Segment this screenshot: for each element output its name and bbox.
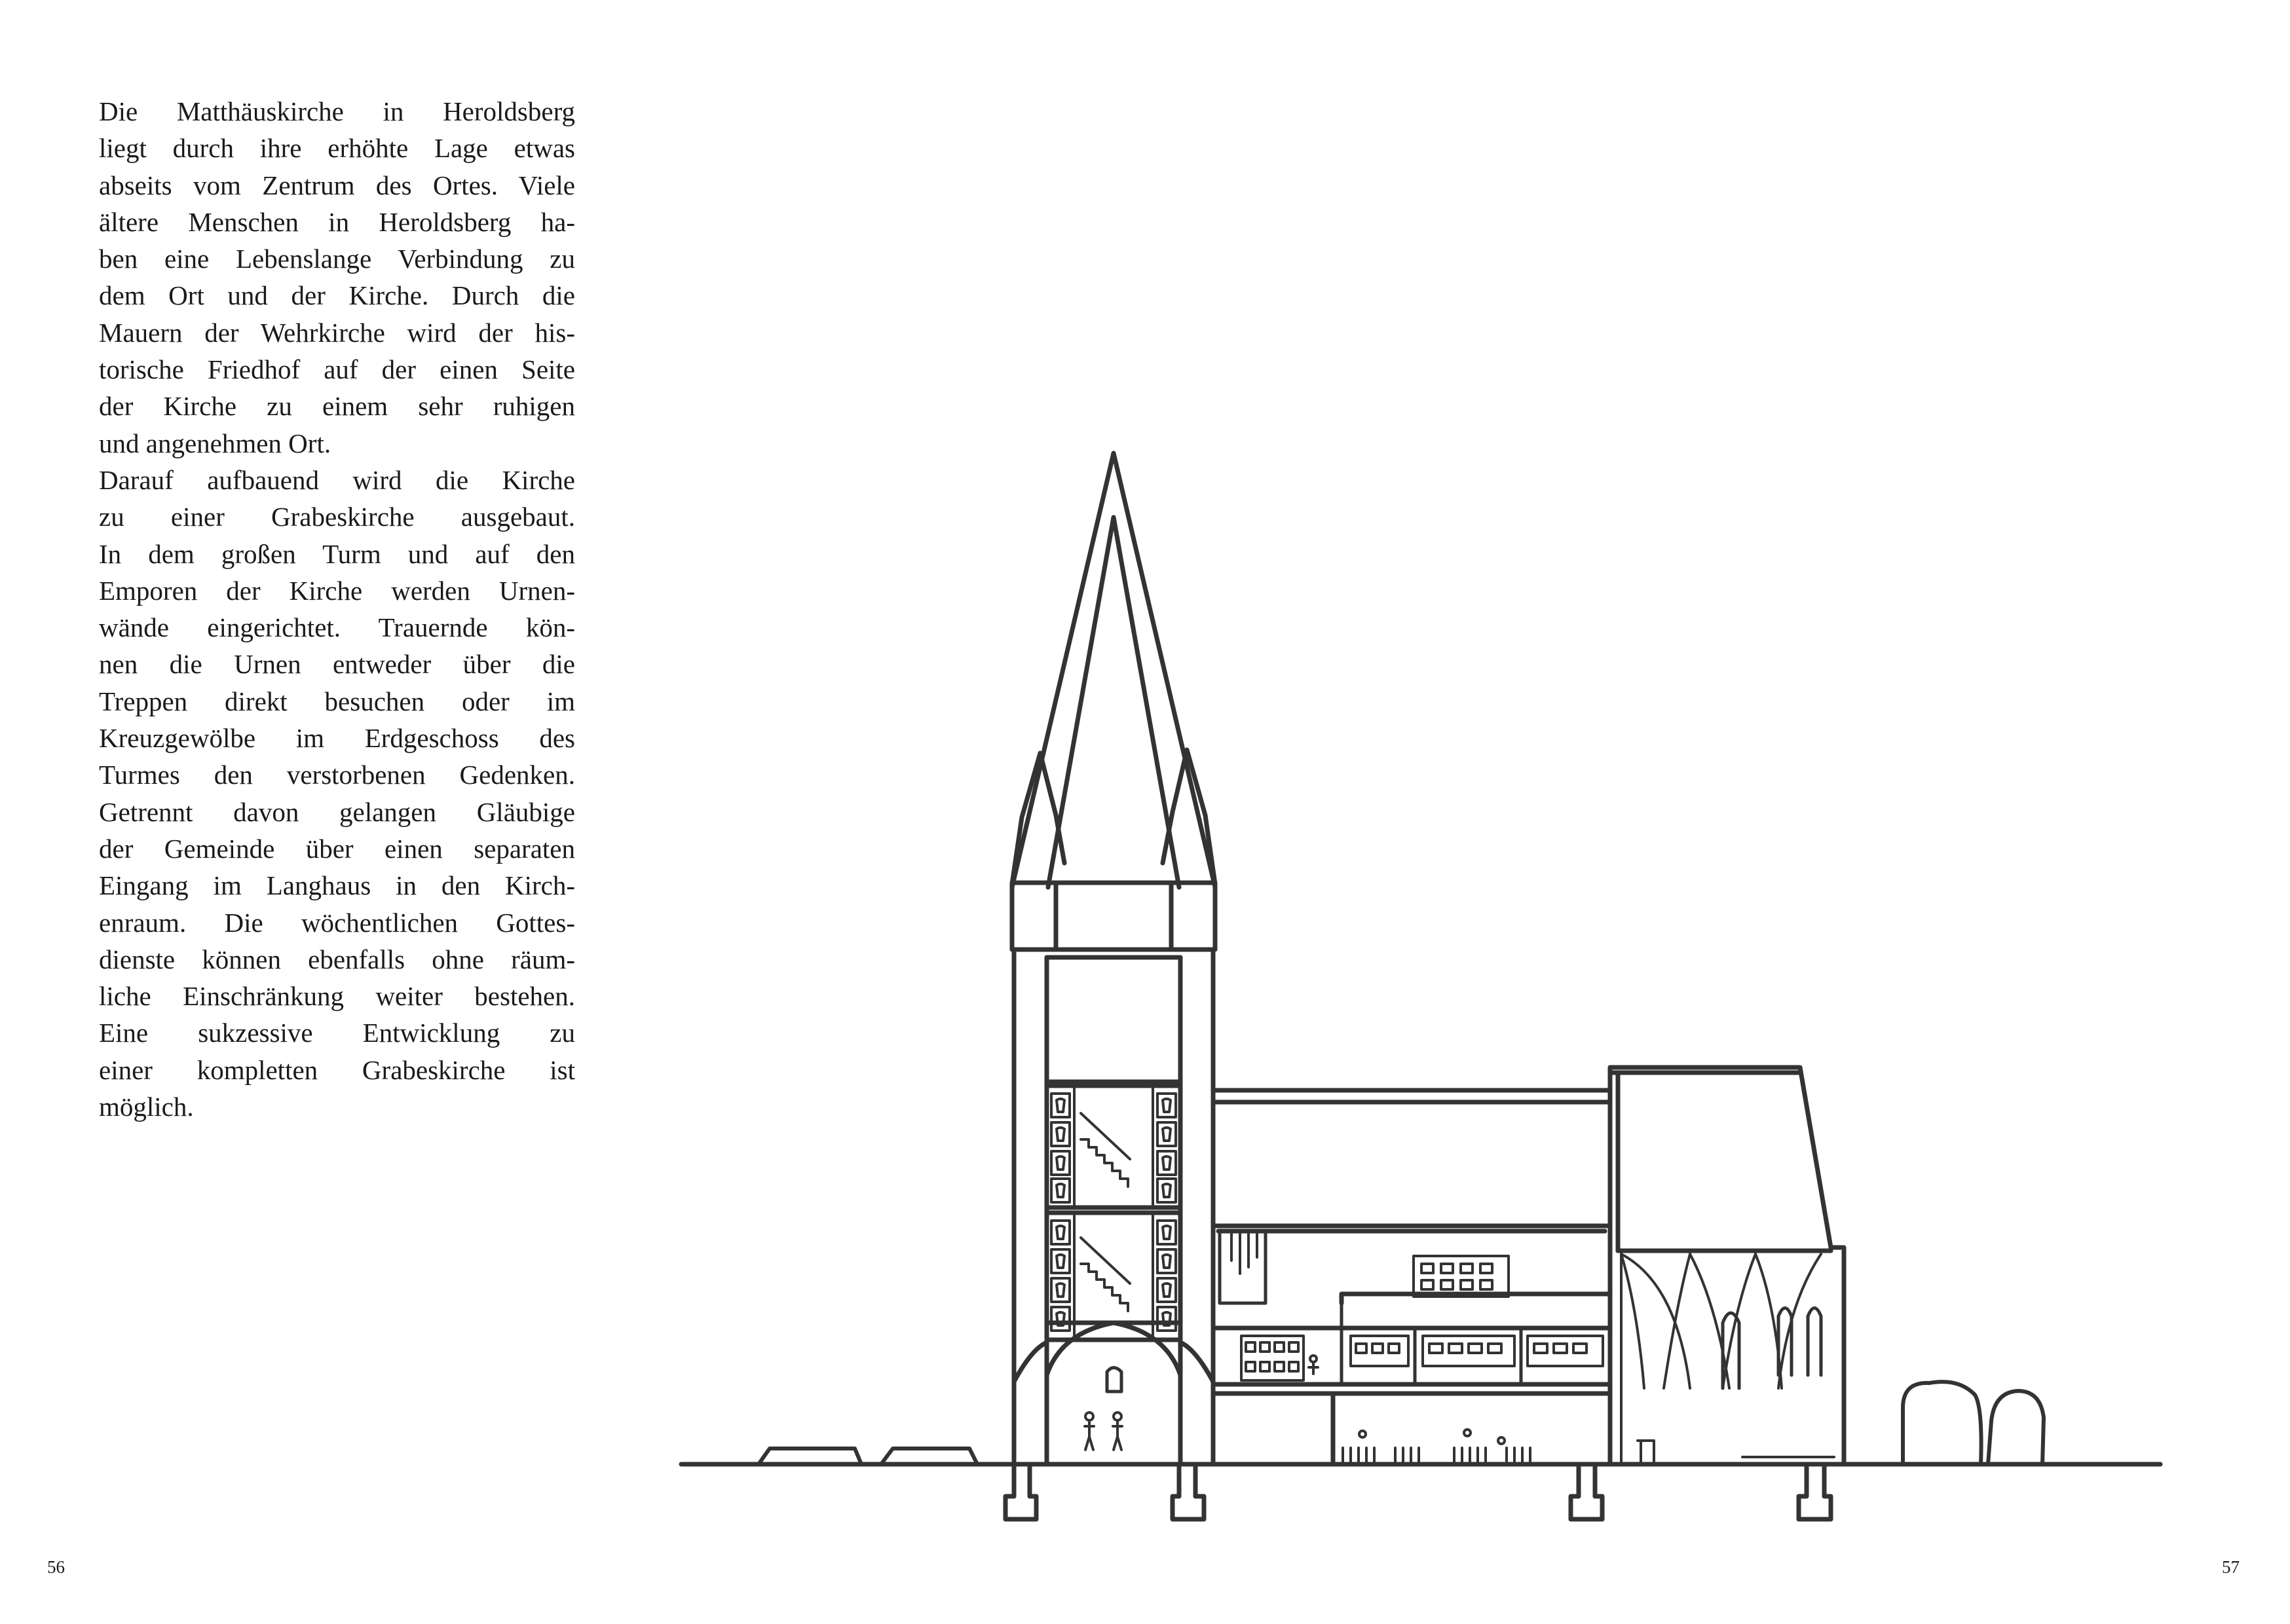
text-line: Eingang im Langhaus in den Kirch- <box>99 870 575 901</box>
text-line: torische Friedhof auf der einen Seite <box>99 354 575 385</box>
grave-slabs <box>759 1449 977 1464</box>
text-line: Mauern der Wehrkirche wird der his- <box>99 317 575 348</box>
text-line: enraum. Die wöchentlichen Gottes- <box>99 907 575 938</box>
pews <box>1343 1430 1530 1464</box>
gallery-urn-walls <box>1241 1256 1603 1380</box>
text-line: wände eingerichtet. Trauernde kön- <box>99 612 575 643</box>
choir <box>1610 1067 1844 1519</box>
text-line: Darauf aufbauend wird die Kirche <box>99 464 575 495</box>
text-line: möglich. <box>99 1092 194 1122</box>
text-line: Getrennt davon gelangen Gläubige <box>99 796 575 827</box>
text-line: der Gemeinde über einen separaten <box>99 833 575 864</box>
text-line: Eine sukzessive Entwicklung zu <box>99 1018 575 1048</box>
text-line: Treppen direkt besuchen oder im <box>99 686 575 716</box>
text-line: zu einer Grabeskirche ausgebaut. <box>99 502 575 532</box>
text-line: ben eine Lebenslange Verbindung zu <box>99 244 575 274</box>
text-line: ältere Menschen in Heroldsberg ha- <box>99 206 575 237</box>
text-line: dem Ort und der Kirche. Durch die <box>99 280 575 311</box>
text-line: einer kompletten Grabeskirche ist <box>99 1054 575 1085</box>
text-line: Emporen der Kirche werden Urnen- <box>99 575 575 606</box>
text-line: und angenehmen Ort. <box>99 428 331 458</box>
tower <box>1005 453 1215 1519</box>
page-number-right: 57 <box>2222 1557 2240 1577</box>
text-line: Die Matthäuskirche in Heroldsberg <box>99 96 575 126</box>
gravestones <box>1903 1382 2044 1464</box>
text-line: Turmes den verstorbenen Gedenken. <box>99 760 575 790</box>
text-line: dienste können ebenfalls ohne räum- <box>99 944 575 974</box>
page-number-left: 56 <box>47 1557 65 1577</box>
text-line: der Kirche zu einem sehr ruhigen <box>99 391 575 422</box>
text-line: Kreuzgewölbe im Erdgeschoss des <box>99 723 575 754</box>
text-line: abseits vom Zentrum des Ortes. Viele <box>99 170 575 200</box>
text-line: In dem großen Turm und auf den <box>99 538 575 569</box>
text-line: liegt durch ihre erhöhte Lage etwas <box>99 133 575 164</box>
visitors <box>1085 1412 1122 1450</box>
text-line: nen die Urnen entweder über die <box>99 649 575 680</box>
text-line: liche Einschränkung weiter bestehen. <box>99 981 575 1012</box>
